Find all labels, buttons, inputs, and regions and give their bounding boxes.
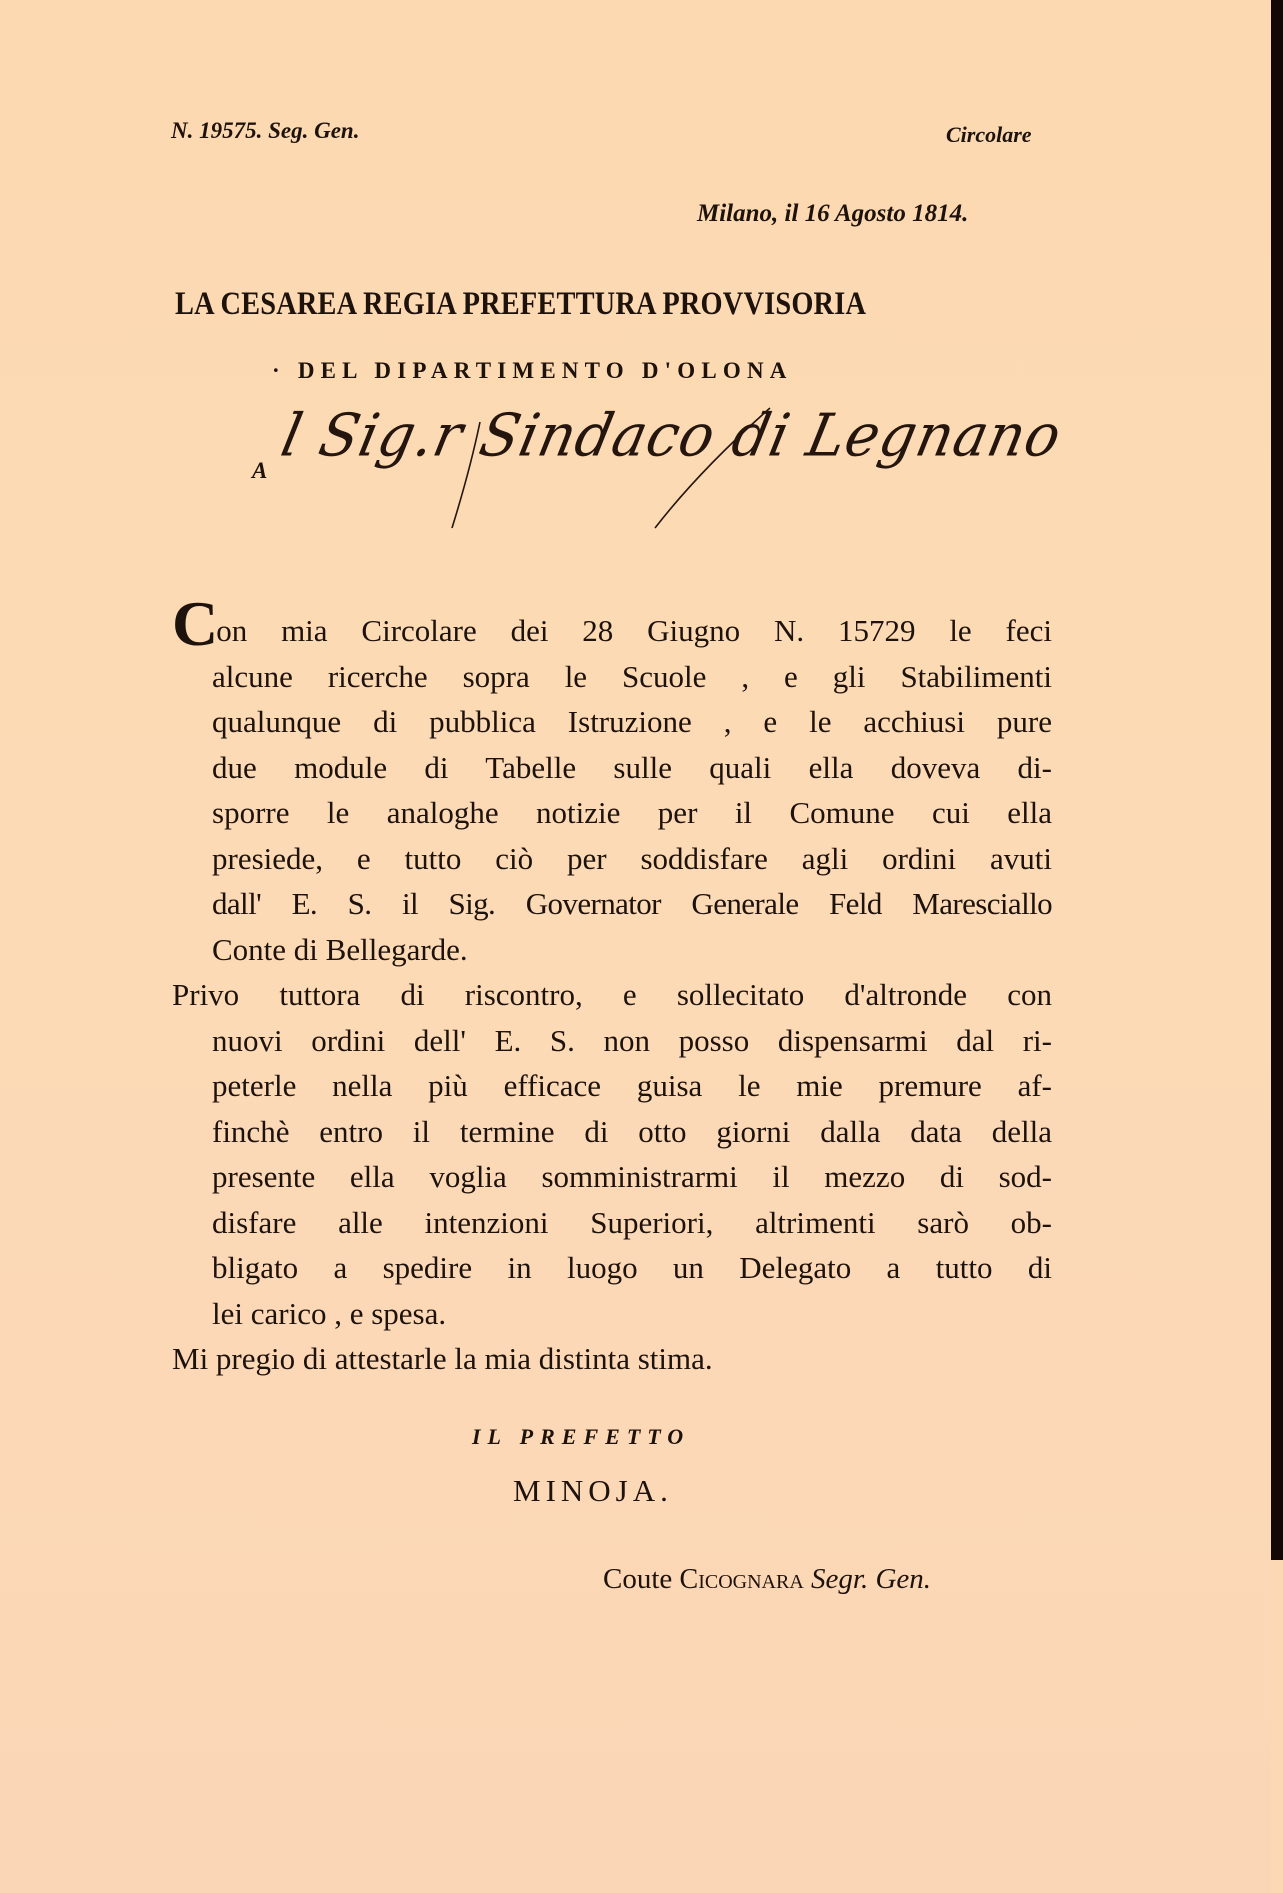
issuer-department: DEL DIPARTIMENTO D'OLONA <box>297 358 793 383</box>
issuer-subtitle: · DEL DIPARTIMENTO D'OLONA <box>272 358 793 383</box>
document-type: Circolare <box>946 122 1032 147</box>
body-line: nuovi ordini dell' E. S. non posso dispensarmi dal ri- <box>212 1022 1052 1058</box>
body-line: presiede, e tutto ciò per soddisfare agli ordini avuti <box>212 840 1052 876</box>
body-line: due module di Tabelle sulle quali ella doveva di- <box>212 749 1052 785</box>
body-line: bligato a spedire in luogo un Delegato a tutto di <box>212 1250 1052 1285</box>
body-line: dall' E. S. il Sig. Governator Generale Feld Maresciallo <box>212 886 1052 921</box>
body-line: peterle nella più efficace guisa le mie premure af- <box>212 1068 1052 1103</box>
issuer-title: LA CESAREA REGIA PREFETTURA PROVVISORIA <box>175 286 867 322</box>
body-line: alcune ricerche sopra le Scuole , e gli Stabilimenti <box>212 658 1052 694</box>
handwriting-strokes <box>440 400 780 540</box>
body-line: finchè entro il termine di otto giorni dalla data della <box>212 1113 1052 1149</box>
paragraph-1 <box>172 588 1052 972</box>
body-line: Con mia Circolare dei 28 Giugno N. 15729 le feci <box>172 588 1052 659</box>
body-line: Privo tuttora di riscontro, e sollecitato d'altronde con <box>172 977 1052 1012</box>
scan-edge-shadow <box>1271 0 1283 1560</box>
body-line: disfare alle intenzioni Superiori, altrimenti sarò ob- <box>212 1204 1052 1240</box>
drop-cap: C <box>172 588 219 659</box>
reference-number: N. 19575. Seg. Gen. <box>171 118 360 143</box>
body-line: Conte di Bellegarde. <box>212 931 468 967</box>
closing-line: Mi pregio di attestarle la mia distinta stima. <box>172 1341 713 1376</box>
place-date: Milano, il 16 Agosto 1814. <box>697 200 969 227</box>
body-line: lei carico , e spesa. <box>212 1295 447 1331</box>
signatory-name: MINOJA. <box>513 1473 673 1508</box>
countersignature <box>603 1563 931 1596</box>
closing-paragraph <box>172 1336 1052 1382</box>
countersign-role: Segr. Gen. <box>811 1563 932 1595</box>
countersign-prefix: Coute <box>603 1563 673 1595</box>
signatory-title: IL PREFETTO <box>472 1424 691 1449</box>
body-line: sporre le analoghe notizie per il Comune cui ella <box>212 795 1052 830</box>
handwritten-addressee: l Sig.r Sindaco di Legnano <box>275 402 1068 471</box>
countersign-name: Cicognara <box>679 1564 804 1595</box>
letter-body <box>172 588 1052 1382</box>
paragraph-2 <box>172 972 1052 1336</box>
addressee-prefix: A <box>252 458 268 483</box>
body-line: presente ella voglia somministrarmi il mezzo di sod- <box>212 1159 1052 1194</box>
body-line: qualunque di pubblica Istruzione , e le acchiusi pure <box>212 704 1052 739</box>
